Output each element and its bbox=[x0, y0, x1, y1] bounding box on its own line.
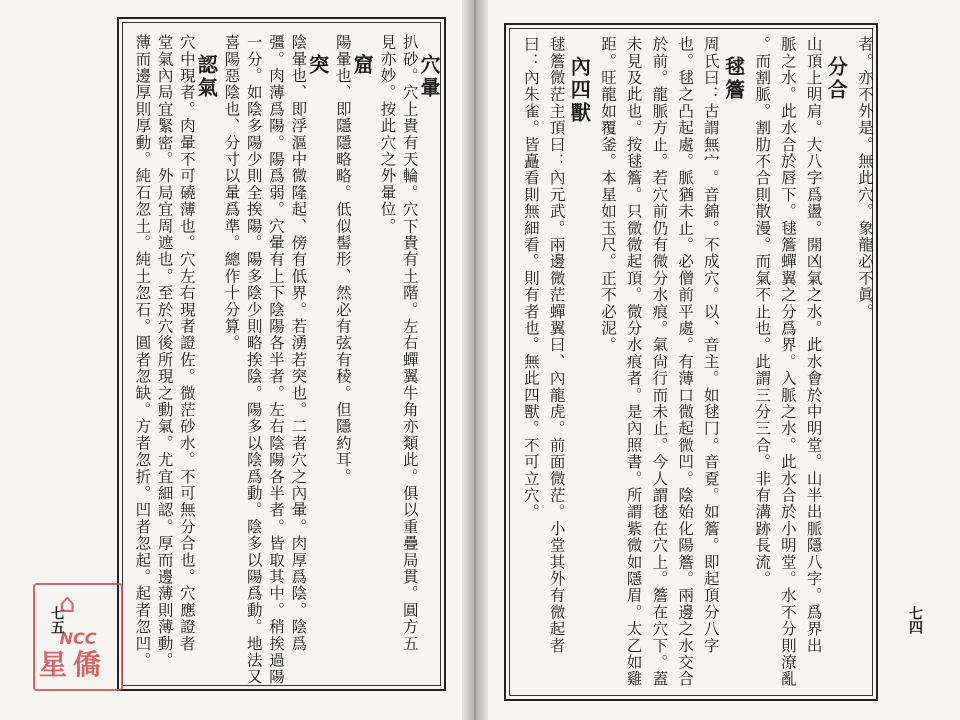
stamp-text: NCC bbox=[59, 629, 97, 648]
text-column: 。而割脈。割肋不合則散漫。而氣不止也。此謂三分三合。非有溝跡長流。 bbox=[753, 36, 772, 588]
text-column: 扒砂。穴上貴有天輪。穴下貴有土階。左右蟬翼牛角亦類此。俱以重疊局貫。圓方五 bbox=[400, 34, 419, 652]
section-heading: 窟 bbox=[350, 54, 375, 77]
text-column: 未見及此也。按毬簷。只微微起頂。微分水痕者。是內照書。所謂紫微如隱眉。太乙如雞 bbox=[624, 36, 643, 688]
text-column: 周氏曰：古謂無宀。音錦。不成穴。以、音主。如毬冂。音覔。如簷。即起頂分八字 bbox=[701, 36, 720, 654]
section-heading: 穴暈 bbox=[417, 54, 441, 100]
text-column: 堂氣內局宜緊密。外局宜周遮也。至於穴後所現之動氣。尤宜細認。厚而邊薄則薄動。 bbox=[155, 34, 174, 669]
text-column: 於前。龍脈方止。若穴前仍有微分水痕。氣尙行而未止。今人謂毬在穴上。簷在穴下。蓋 bbox=[650, 36, 669, 688]
text-column: 薄而邊厚則厚動。純石忽土。純土忽石。圓者忽缺。方者忽折。凹者忽起。起者忽凹。 bbox=[133, 34, 152, 669]
section-heading: 毬簷 bbox=[721, 56, 746, 102]
page-number-left: 七五 bbox=[49, 606, 65, 634]
text-column: 穴中現者。肉暈不可磽薄也。穴左右現者證佐。微茫砂水。不可無分合也。穴應證者 bbox=[177, 34, 196, 652]
text-column: 一分。如陰多陽少則全挨陽。陽多陰少則略挨陰。陽多以陰爲動。陰多以陽爲動。地法又 bbox=[244, 34, 263, 686]
text-column: 也。毬之凸起處。脈猶未止。必僧前平處。有薄口微起微凹。陰始化陽簷。兩邊之水交合 bbox=[676, 36, 695, 688]
section-heading: 認氣 bbox=[194, 54, 219, 100]
left-page-text bbox=[127, 34, 439, 684]
text-column: 毬簷微茫主頂曰：內元武。兩邊微茫蟬翼曰、內龍虎。前面微茫。小堂其外有微起者 bbox=[547, 36, 566, 654]
page-number-right: 七四 bbox=[907, 606, 923, 634]
right-page-text bbox=[512, 36, 872, 686]
stamp-name: 星僑 bbox=[39, 648, 108, 681]
section-heading: 突 bbox=[305, 54, 330, 77]
text-column: 見亦妙。按此穴之外暈位。 bbox=[378, 34, 397, 235]
watermark-stamp bbox=[33, 583, 123, 691]
section-heading: 分合 bbox=[824, 56, 849, 102]
text-column: 脈之水。此水合於唇下。毬簷蟬翼之分爲界。入脈之水。此水合於小明堂。水不分則潦亂 bbox=[778, 36, 797, 688]
text-column: 者。亦不外是。無此穴。象龍必不眞。 bbox=[856, 36, 874, 320]
stamp-roof-icon: ⌂ bbox=[59, 589, 76, 619]
text-column: 陰暈也、即浮漚中微隆起、傍有低界。若湧若突也。二者穴之內暈。肉厚爲陰。陰爲 bbox=[289, 34, 308, 652]
book-gutter bbox=[462, 0, 488, 720]
text-column: 喜陽惡陰也、分寸以暈爲準。總作十分算。 bbox=[222, 34, 241, 352]
text-column: 山頂上明肩。大八字爲盪。開凶氣之水。此水會於中明堂。山半出脈隱八字。爲界出 bbox=[804, 36, 823, 654]
text-column: 曰：內朱雀。皆矗看則無細看。則有者也。無此四獸。不可立穴。 bbox=[521, 36, 540, 521]
text-column: 距。旺龍如覆釜。本星如玉尺。正不必泥。 bbox=[598, 36, 617, 354]
text-column: 陽暈也、即隱隱略略。低似髻形、然必有弦有稜。但隱約耳。 bbox=[333, 34, 352, 485]
text-column: 彊。肉薄爲陽。陽爲弱。穴暈有上下陰陽各半者。左右陰陽各半者。皆取其中。稍挨過陽 bbox=[267, 34, 286, 686]
section-heading: 內四獸 bbox=[567, 56, 592, 125]
